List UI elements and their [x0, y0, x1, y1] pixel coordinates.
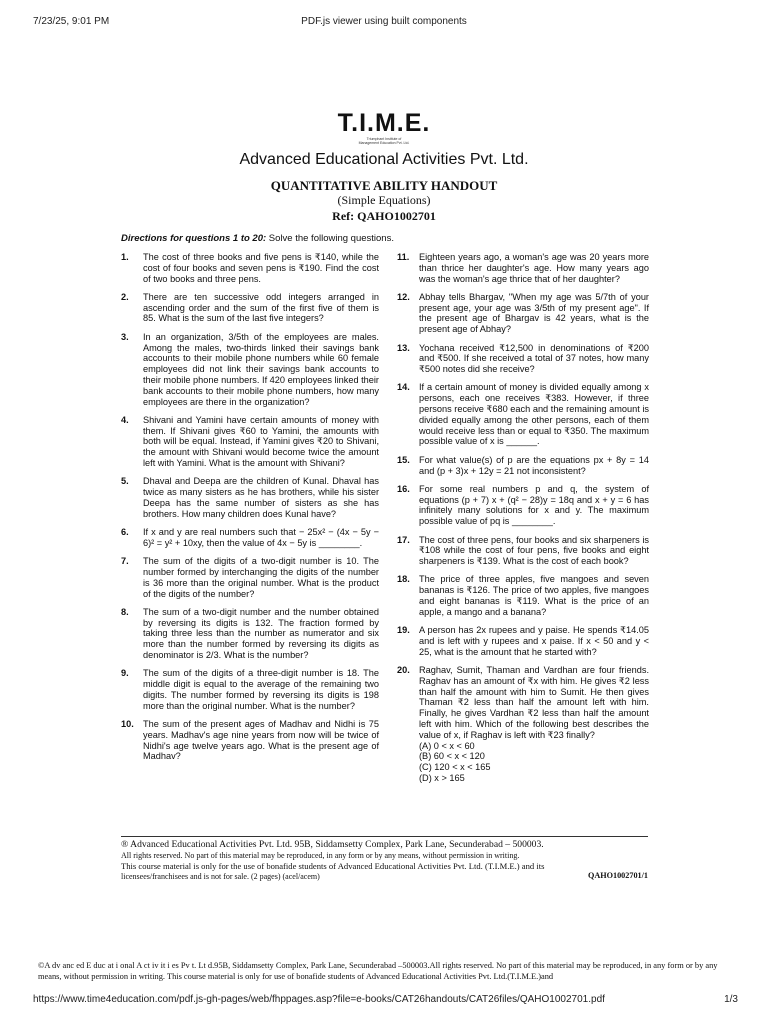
question-text: In an organization, 3/5th of the employees are males. Among the males, two-thirds linked their savings bank accounts to their mobile phone numbers while 60 female employees did not link their savings bank accounts to their mobile phone numbers. If 420 employees linked their bank accounts to their mobile phone numbers, how many employees are there in the organization? — [143, 331, 379, 407]
directions-text: Solve the following questions. — [266, 233, 394, 244]
question — [121, 668, 379, 711]
page-indicator: 1/3 — [724, 994, 738, 1005]
question — [121, 607, 379, 661]
logo-subtitle-2: Management Education Pvt. Ltd. — [358, 141, 410, 145]
question — [397, 535, 649, 567]
question — [121, 415, 379, 469]
question — [397, 252, 649, 284]
handout-ref: Ref: QAHO1002701 — [332, 209, 436, 223]
question-text: Yochana received ₹12,500 in denominations of ₹200 and ₹500. If she received a total of 37 notes, how many ₹500 notes did she receive? — [419, 342, 649, 375]
question-text: Eighteen years ago, a woman's age was 20 years more than thrice her daughter's age. How many years ago was the woman's age thrice that of her daughter? — [419, 252, 649, 284]
rights-line: All rights reserved. No part of this material may be reproduced, in any form or by any means, without permission in writing. — [121, 851, 520, 860]
question — [121, 527, 379, 549]
question — [121, 292, 379, 324]
question — [121, 556, 379, 599]
question-number: 6. — [121, 527, 129, 538]
question-number: 7. — [121, 556, 129, 567]
questions-right-column — [397, 252, 649, 791]
question-text: If a certain amount of money is divided equally among x persons, each one receives ₹383. However, if three persons receive ₹680 each and the remaining amount is divided equally among the other persons, each of them would receive less than or equal to ₹350. The maximum possible value of x is ______. — [419, 382, 649, 447]
question-text: Shivani and Yamini have certain amounts of money with them. If Shivani gives ₹60 to Yamini, the amounts with both will be equal. Instead, if Yamini gives ₹20 to Shivani, the amount with Shivani would become twice the amount left with Yamini. What is the amount with Shivani? — [143, 414, 379, 469]
question-text: Abhay tells Bhargav, "When my age was 5/7th of your present age, your age was 3/5th of my present age". If the present age of Bhargav is 42 years, what is the present age of Abhay? — [419, 291, 649, 335]
question-text: For what value(s) of p are the equations px + 8y = 14 and (p + 3)x + 12y = 21 not inconsistent? — [419, 454, 649, 476]
question-text: For some real numbers p and q, the system of equations (p + 7) x + (q² − 28)y = 18q and x + y = 6 has infinitely many solutions for x and y. The maximum possible value of pq is ________. — [419, 483, 649, 527]
question-number: 17. — [397, 534, 410, 545]
logo-text: T.I.M.E. — [337, 109, 431, 137]
watermark-note: ©A dv anc ed E duc at i onal A ct iv it i es Pv t. Lt d.95B, Siddamsetty Complex, Park Lane, Secunderabad –500003.All rights reserved. No part of this material may be reproduced, in any form or by any means, without permission in writing. This course material is only for use of bonafide students of Advanced Educational Activities Pvt. Ltd.(T.I.M.E.)and — [38, 961, 718, 981]
question-number: 10. — [121, 718, 134, 729]
question-number: 8. — [121, 606, 129, 617]
answer-option: (A) 0 < x < 60 — [419, 740, 475, 751]
question-number: 14. — [397, 382, 410, 393]
footer-divider — [121, 836, 648, 837]
question-number: 5. — [121, 476, 129, 487]
print-timestamp: 7/23/25, 9:01 PM — [33, 16, 110, 27]
question-text: The sum of a two-digit number and the number obtained by reversing its digits is 132. The fraction formed by taking three less than the number as numerator and six more than the number formed by reversing its digits as denominator is 2/3. What is the number? — [143, 606, 379, 660]
question-text: The sum of the digits of a two-digit number is 10. The number formed by interchanging the digits of the number is 36 more than the original number. What is the product of the digits of the number? — [143, 556, 379, 599]
question — [121, 719, 379, 762]
page-url: https://www.time4education.com/pdf.js-gh-pages/web/fhppages.asp?file=e-books/CAT26handouts/CAT26files/QAHO1002701.pdf — [33, 994, 605, 1005]
question-number: 12. — [397, 291, 410, 302]
question-number: 3. — [121, 331, 129, 342]
directions-label: Directions for questions 1 to 20: — [121, 233, 267, 244]
question — [397, 484, 649, 527]
question — [397, 455, 649, 477]
question-number: 18. — [397, 574, 410, 585]
directions — [121, 233, 394, 244]
question-number: 2. — [121, 291, 129, 302]
question-text: Dhaval and Deepa are the children of Kunal. Dhaval has twice as many sisters as he has brothers, while his sister Deepa has the same number of sisters as she has brothers. How many children does Kunal have? — [143, 476, 379, 519]
question-text: There are ten successive odd integers arranged in ascending order and the sum of the first five of them is 85. What is the sum of the last five integers? — [143, 291, 379, 324]
question-number: 15. — [397, 454, 410, 465]
logo-subtitle-1: Triumphant Institute of — [366, 137, 402, 141]
handout-subtitle: (Simple Equations) — [337, 193, 431, 207]
question-text: The sum of the digits of a three-digit number is 18. The middle digit is equal to the average of the remaining two digits. The number formed by reversing its digits is 198 more than the original number. What is the number? — [143, 668, 379, 711]
license-line-2: licensees/franchisees and is not for sale. (2 pages) (acel/acem) — [121, 872, 320, 881]
question — [397, 574, 649, 617]
question — [397, 292, 649, 335]
answer-option: (B) 60 < x < 120 — [419, 751, 485, 762]
question-number: 13. — [397, 342, 410, 353]
questions-left-column — [121, 252, 379, 770]
question-number: 19. — [397, 625, 410, 636]
question-text: The cost of three books and five pens is ₹140, while the cost of four books and seven pens is ₹190. Find the cost of two books and three pens. — [143, 252, 379, 284]
question — [121, 332, 379, 408]
question — [397, 382, 649, 447]
question-number: 11. — [397, 252, 410, 262]
question — [397, 343, 649, 375]
question-text: The cost of three pens, four books and six sharpeners is ₹108 while the cost of four pens, five books and eight sharpeners is ₹139. What is the cost of each book? — [419, 534, 649, 567]
question — [397, 665, 649, 784]
handout-title: QUANTITATIVE ABILITY HANDOUT — [270, 178, 498, 193]
question-text: Raghav, Sumit, Thaman and Vardhan are four friends. Raghav has an amount of ₹x with him. He gives ₹2 less than half the amount with him to Sumit. He then gives Thaman ₹2 less than half the amount left with him. Finally, he gives Vardhan ₹2 less than half the amount left with him. Which of the following best describes the value of x, if Raghav is left with ₹23 finally? — [419, 665, 649, 740]
question-number: 1. — [121, 252, 129, 262]
time-logo — [0, 110, 768, 145]
question-number: 16. — [397, 483, 410, 494]
page-title: PDF.js viewer using built components — [301, 16, 467, 27]
question-text: The sum of the present ages of Madhav and Nidhi is 75 years. Madhav's age nine years from now will be twice of Nidhi's age twelve years ago. What is the present age of Madhav? — [143, 718, 379, 762]
answer-option: (D) x > 165 — [419, 772, 465, 783]
company-name: Advanced Educational Activities Pvt. Ltd. — [239, 151, 529, 168]
question-text: If x and y are real numbers such that − 25x² − (4x − 5y − 6)² = y² + 10xy, then the value of 4x − 5y is ________. — [143, 527, 379, 548]
doc-reference: QAHO1002701/1 — [587, 871, 648, 880]
question — [121, 252, 379, 284]
license-line-1: This course material is only for the use of bonafide students of Advanced Educational Activities Pvt. Ltd. (T.I.M.E.) and its — [121, 861, 545, 871]
copyright-line: ® Advanced Educational Activities Pvt. Ltd. 95B, Siddamsetty Complex, Park Lane, Secunderabad – 500003. — [121, 839, 544, 850]
question-text: A person has 2x rupees and y paise. He spends ₹14.05 and is left with y rupees and x paise. If x < 50 and y < 25, what is the amount that he started with? — [419, 625, 649, 657]
question-text: The price of three apples, five mangoes and seven bananas is ₹126. The price of two apples, five mangoes and eight bananas is ₹119. What is the price of an apple, a mango and a banana? — [419, 574, 649, 617]
question-number: 4. — [121, 414, 129, 425]
question — [397, 625, 649, 657]
question-number: 9. — [121, 668, 129, 679]
question-number: 20. — [397, 665, 410, 675]
answer-option: (C) 120 < x < 165 — [419, 762, 491, 773]
question — [121, 476, 379, 519]
